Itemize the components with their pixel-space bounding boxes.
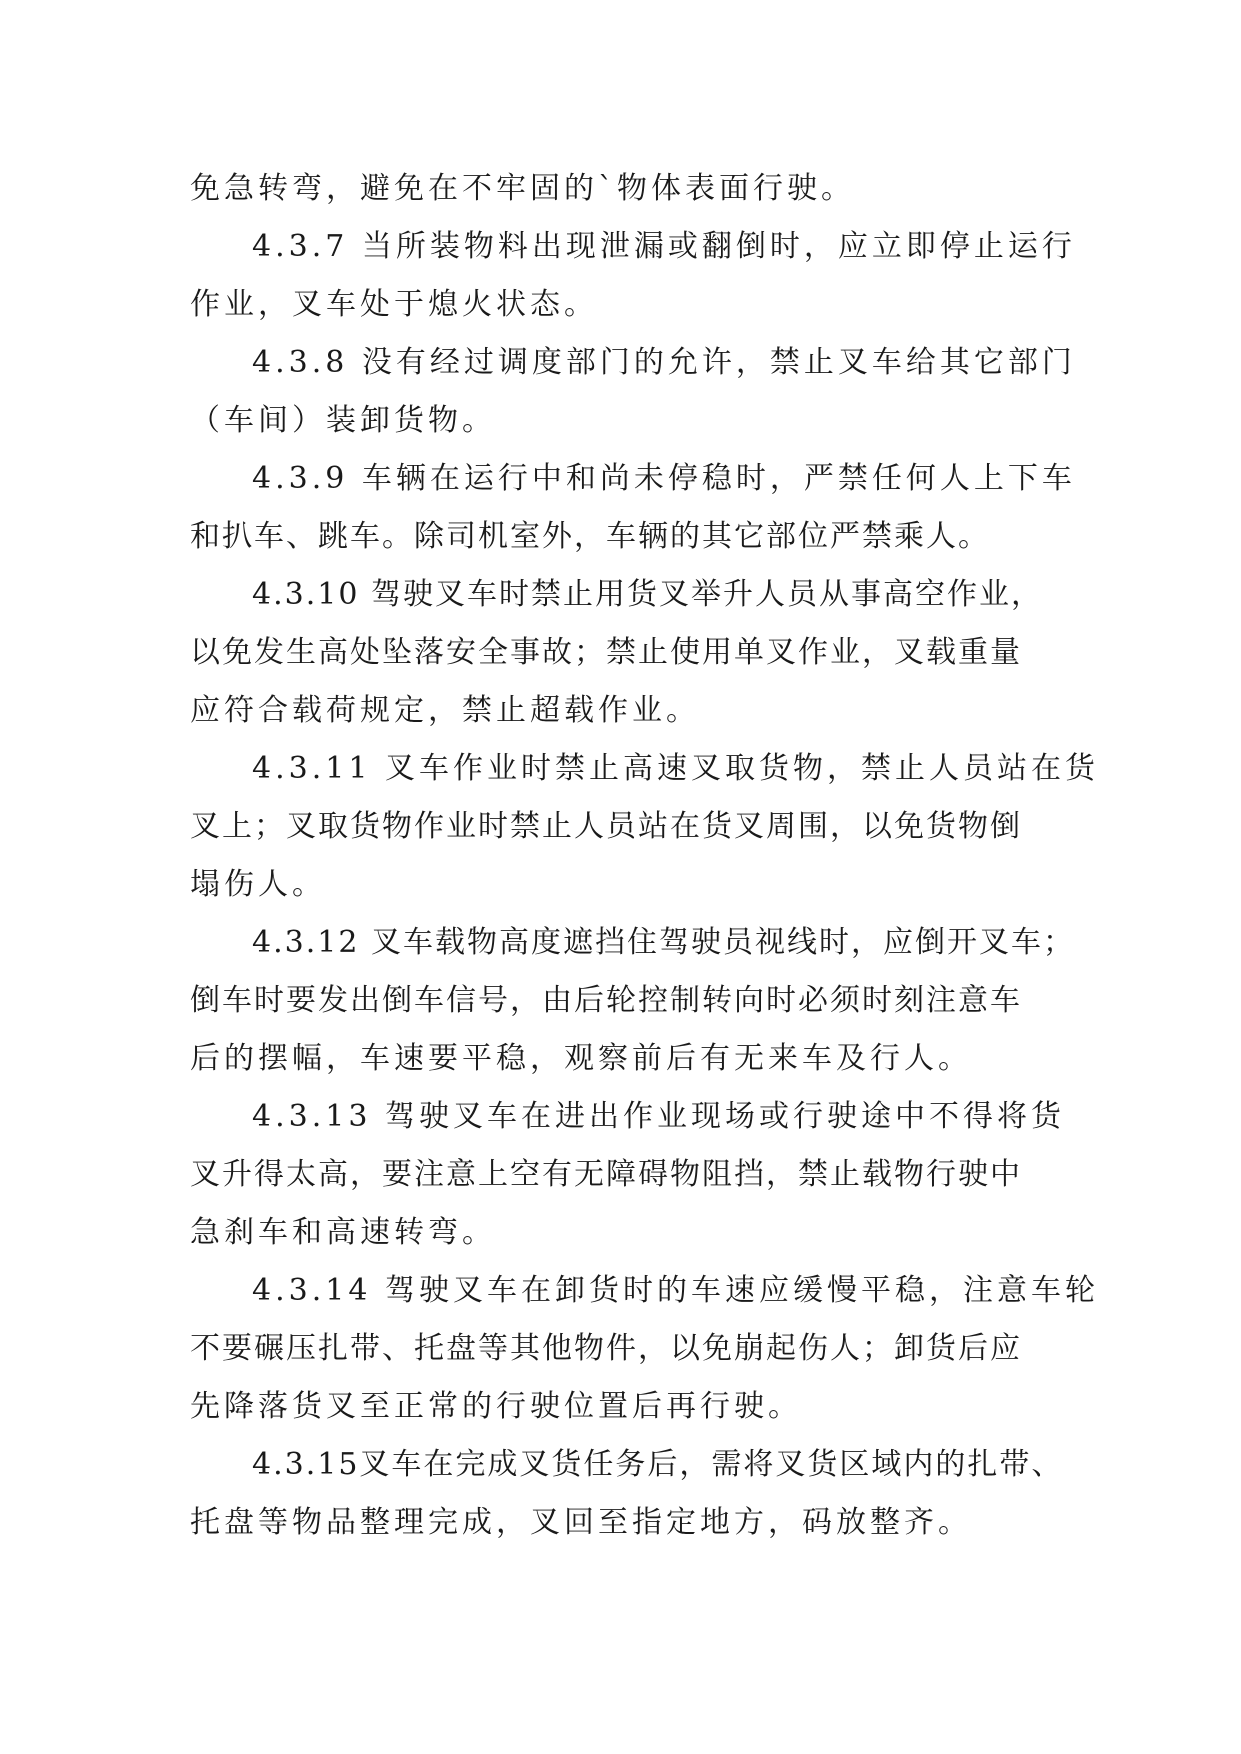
- clause-4-3-11-line: 4.3.11 叉车作业时禁止高速叉取货物，禁止人员站在货: [252, 751, 1099, 786]
- document-body: [190, 160, 1099, 1552]
- text-line: 先降落货叉至正常的行驶位置后再行驶。: [190, 1389, 802, 1424]
- clause-4-3-12-line: 4.3.12 叉车载物高度遮挡住驾驶员视线时，应倒开叉车；: [252, 925, 1075, 960]
- text-line: 急刹车和高速转弯。: [190, 1215, 496, 1250]
- text-line: 以免发生高处坠落安全事故；禁止使用单叉作业，叉载重量: [190, 635, 1022, 670]
- text-line: 应符合载荷规定，禁止超载作业。: [190, 693, 700, 728]
- clause-4-3-9-line: 4.3.9 车辆在运行中和尚未停稳时，严禁任何人上下车: [252, 461, 1076, 496]
- text-line: 倒车时要发出倒车信号，由后轮控制转向时必须时刻注意车: [190, 983, 1022, 1018]
- text-line: 后的摆幅，车速要平稳，观察前后有无来车及行人。: [190, 1041, 972, 1076]
- text-line: 作业，叉车处于熄火状态。: [190, 287, 598, 322]
- clause-4-3-14-line: 4.3.14 驾驶叉车在卸货时的车速应缓慢平稳，注意车轮: [252, 1273, 1099, 1308]
- clause-4-3-8-line: 4.3.8 没有经过调度部门的允许，禁止叉车给其它部门: [252, 345, 1076, 380]
- clause-4-3-7-line: 4.3.7 当所装物料出现泄漏或翻倒时，应立即停止运行: [252, 229, 1076, 264]
- clause-4-3-10-line: 4.3.10 驾驶叉车时禁止用货叉举升人员从事高空作业，: [252, 577, 1043, 612]
- clause-4-3-13-line: 4.3.13 驾驶叉车在进出作业现场或行驶途中不得将货: [252, 1099, 1065, 1134]
- clause-4-3-15-line: 4.3.15叉车在完成叉货任务后，需将叉货区域内的扎带、: [252, 1447, 1064, 1482]
- text-line: 不要碾压扎带、托盘等其他物件，以免崩起伤人；卸货后应: [190, 1331, 1022, 1366]
- text-line: 叉上；叉取货物作业时禁止人员站在货叉周围，以免货物倒: [190, 809, 1022, 844]
- text-line: 和扒车、跳车。除司机室外，车辆的其它部位严禁乘人。: [190, 519, 990, 554]
- text-line: 免急转弯，避免在不牢固的`物体表面行驶。: [190, 171, 855, 206]
- text-line: 托盘等物品整理完成，叉回至指定地方，码放整齐。: [190, 1505, 972, 1540]
- text-line: 叉升得太高，要注意上空有无障碍物阻挡，禁止载物行驶中: [190, 1157, 1022, 1192]
- text-line: （车间）装卸货物。: [190, 403, 496, 438]
- text-line: 塌伤人。: [190, 867, 326, 902]
